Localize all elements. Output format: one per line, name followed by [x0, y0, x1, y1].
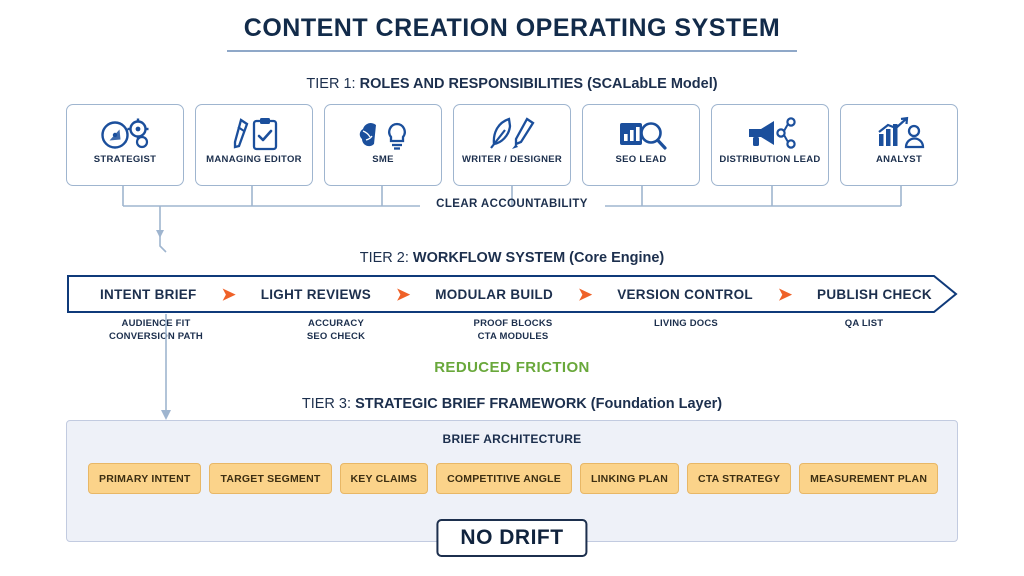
workflow-step-light-reviews[interactable]: LIGHT REVIEWS [260, 286, 372, 302]
chart-magnifier-icon [612, 113, 670, 155]
brief-architecture-label: BRIEF ARCHITECTURE [442, 432, 582, 446]
brief-chip-cta-strategy[interactable]: CTA STRATEGY [687, 463, 791, 494]
tier2-heading [0, 250, 1024, 266]
no-drift-badge: NO DRIFT [436, 519, 587, 557]
brief-chip-row [88, 463, 938, 494]
workflow-step-version-control[interactable]: VERSION CONTROL [617, 286, 753, 302]
tier2-heading-bold: WORKFLOW SYSTEM (Core Engine) [412, 250, 665, 266]
workflow-step-intent-brief[interactable]: INTENT BRIEF [100, 286, 197, 302]
tier2-heading-lead: TIER 2: [359, 250, 413, 266]
tier3-heading-bold: STRATEGIC BRIEF FRAMEWORK (Foundation Layer) [355, 396, 723, 412]
role-label: MANAGING EDITOR [206, 154, 302, 165]
workflow-step-publish-check[interactable]: PUBLISH CHECK [817, 286, 932, 302]
pen-clipboard-icon [225, 113, 283, 155]
role-label: SME [372, 154, 394, 165]
workflow-caption-modular-build: PROOF BLOCKS CTA MODULES [473, 318, 553, 342]
workflow-caption-publish-check: QA LIST [844, 318, 884, 329]
workflow-step-modular-build[interactable]: MODULAR BUILD [435, 286, 554, 302]
compass-gear-icon [96, 113, 154, 155]
megaphone-share-icon [741, 113, 799, 155]
role-card-row [66, 104, 958, 186]
arrow-right-icon: ➤ [777, 284, 793, 304]
workflow-caption-version-control: LIVING DOCS [654, 318, 718, 329]
role-card-sme[interactable] [324, 104, 442, 186]
arrow-right-icon: ➤ [578, 284, 593, 304]
reduced-friction-label: REDUCED FRICTION [434, 359, 590, 376]
workflow-bar [66, 274, 958, 314]
brief-chip-key-claims[interactable]: KEY CLAIMS [340, 463, 429, 494]
role-label: DISTRIBUTION LEAD [719, 154, 821, 165]
brief-chip-measurement-plan[interactable]: MEASUREMENT PLAN [799, 463, 938, 494]
accountability-bracket [60, 186, 964, 254]
role-label: STRATEGIST [93, 154, 157, 165]
quill-brush-icon [483, 113, 541, 155]
role-card-analyst[interactable] [840, 104, 958, 186]
brief-chip-target-segment[interactable]: TARGET SEGMENT [209, 463, 331, 494]
role-card-seo-lead[interactable] [582, 104, 700, 186]
workflow-caption-intent-brief: AUDIENCE FIT CONVERSION PATH [109, 318, 203, 342]
workflow-captions [66, 318, 958, 352]
role-label: SEO LEAD [615, 154, 667, 165]
brain-lightbulb-icon [354, 113, 412, 155]
role-card-distribution-lead[interactable] [711, 104, 829, 186]
tier1-heading-lead: TIER 1: [306, 76, 360, 92]
tier3-heading [0, 396, 1024, 412]
role-card-managing-editor[interactable] [195, 104, 313, 186]
growth-chart-person-icon [870, 113, 928, 155]
accountability-label: CLEAR ACCOUNTABILITY [436, 198, 588, 210]
title-divider [227, 50, 797, 52]
tier3-heading-lead: TIER 3: [301, 396, 356, 412]
role-label: ANALYST [875, 154, 923, 165]
tier1-heading-bold: ROLES AND RESPONSIBILITIES (SCALabLE Model) [359, 76, 718, 92]
role-card-strategist[interactable] [66, 104, 184, 186]
brief-chip-linking-plan[interactable]: LINKING PLAN [580, 463, 679, 494]
workflow-caption-light-reviews: ACCURACY SEO CHECK [306, 318, 366, 342]
brief-chip-primary-intent[interactable]: PRIMARY INTENT [88, 463, 201, 494]
page-title: CONTENT CREATION OPERATING SYSTEM [243, 14, 781, 42]
arrow-right-icon: ➤ [221, 284, 236, 304]
arrow-right-icon: ➤ [396, 284, 411, 304]
role-card-writer-designer[interactable] [453, 104, 571, 186]
role-label: WRITER / DESIGNER [461, 154, 563, 165]
tier1-heading [0, 76, 1024, 92]
brief-chip-competitive-angle[interactable]: COMPETITIVE ANGLE [436, 463, 572, 494]
